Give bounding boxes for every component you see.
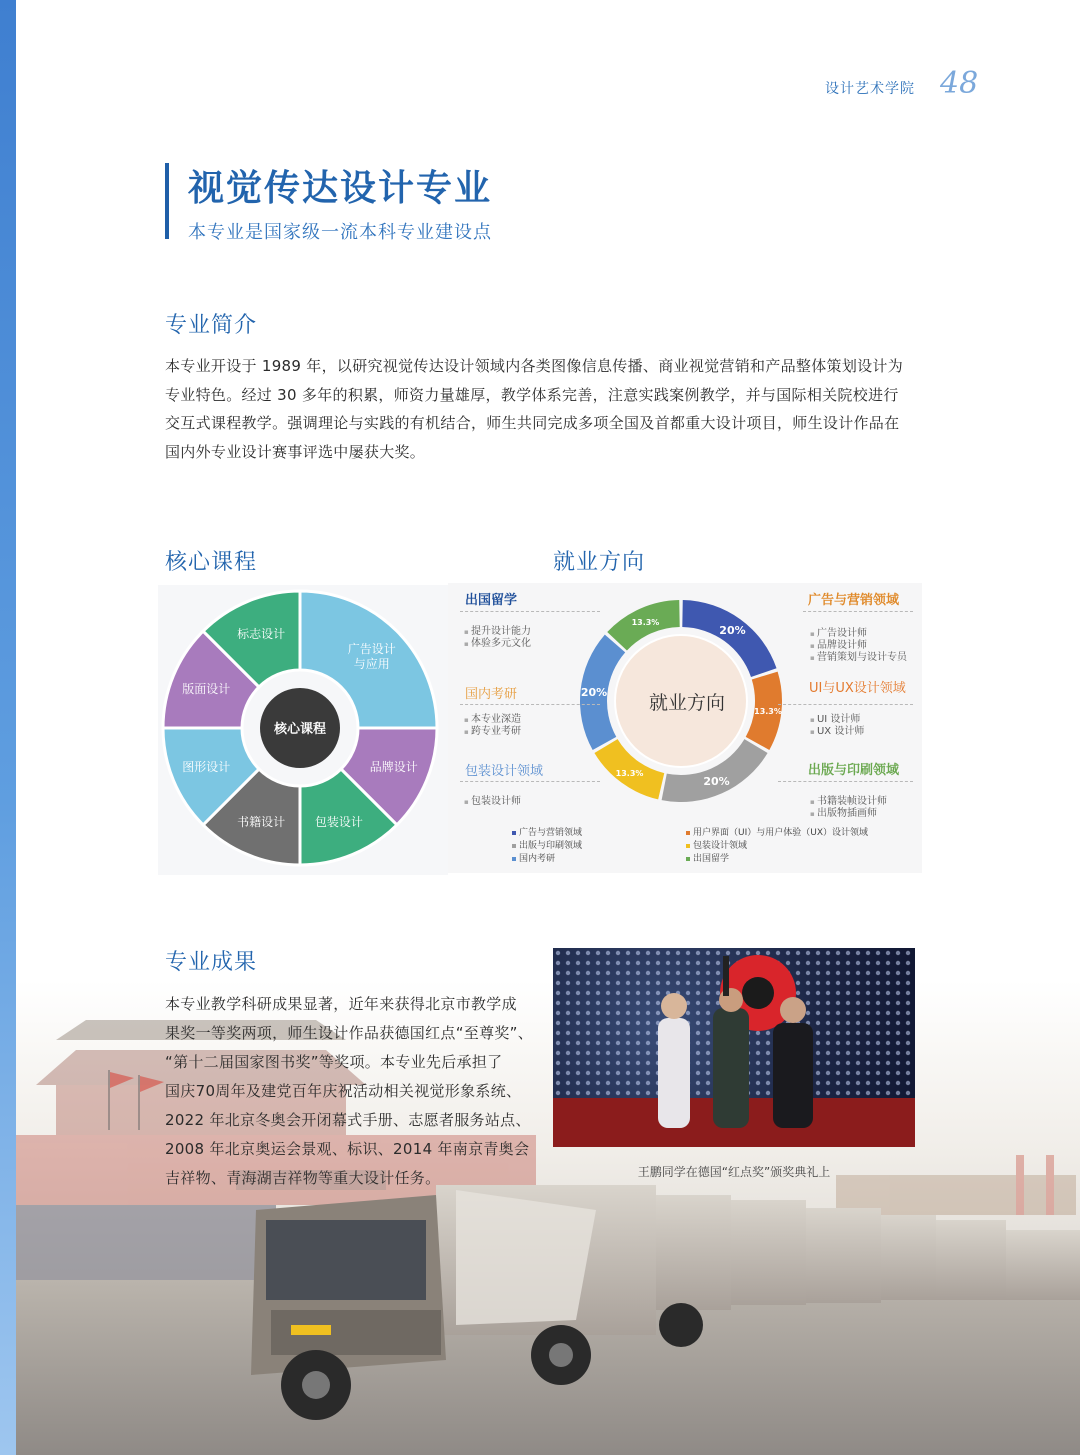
legend-swatch — [686, 844, 690, 848]
chart-legend-right — [686, 827, 868, 866]
list-item: ▪ 本专业深造 — [464, 714, 521, 726]
slice-percent-label: 13.3% — [754, 707, 782, 717]
achievement-line: 本专业教学科研成果显著，近年来获得北京市教学成 — [165, 995, 517, 1013]
legend-item: 包装设计领域 — [686, 840, 868, 853]
list-item: ▪ 广告设计师 — [810, 628, 907, 640]
core-courses-donut — [158, 585, 448, 875]
legend-swatch — [512, 844, 516, 848]
divider — [460, 781, 600, 782]
achievement-line: 2008 年北京奥运会景观、标识、2014 年南京青奥会 — [165, 1140, 530, 1158]
core-courses-diagram — [158, 585, 448, 875]
achievement-line: 吉祥物、青海湖吉祥物等重大设计任务。 — [165, 1169, 441, 1187]
core-heading: 核心课程 — [165, 550, 258, 575]
course-label: 图形设计 — [182, 759, 231, 774]
list-item: ▪ 品牌设计师 — [810, 640, 907, 652]
course-label: 书籍设计 — [237, 814, 286, 829]
legend-item: 出国留学 — [686, 853, 868, 866]
legend-swatch — [686, 831, 690, 835]
group-title-postgrad: 国内考研 — [465, 687, 518, 702]
divider — [778, 781, 913, 782]
group-list-publishing — [810, 796, 887, 820]
group-list-packaging — [464, 796, 521, 808]
intro-line: 交互式课程教学。强调理论与实践的有机结合，师生共同完成多项全国及首都重大设计项目，师生设计作品在 — [165, 414, 900, 432]
title-accent-rule — [165, 163, 169, 239]
course-label: 品牌设计 — [369, 759, 418, 774]
course-label: 广告设计与应用 — [347, 642, 396, 672]
achievements-heading: 专业成果 — [165, 950, 258, 975]
intro-line: 国内外专业设计赛事评选中屡获大奖。 — [165, 442, 426, 461]
list-item: ▪ 提升设计能力 — [464, 626, 531, 638]
legend-swatch — [512, 857, 516, 861]
intro-heading: 专业简介 — [165, 313, 258, 338]
group-list-postgrad — [464, 714, 521, 738]
slice-percent-label: 20% — [580, 685, 608, 699]
group-list-abroad — [464, 626, 531, 650]
list-item: ▪ 包装设计师 — [464, 796, 521, 808]
intro-paragraph — [165, 352, 925, 466]
legend-item: 国内考研 — [512, 853, 582, 866]
employment-heading: 就业方向 — [553, 550, 646, 575]
page-number: 48 — [940, 66, 979, 101]
group-list-uiux — [810, 714, 864, 738]
core-center-label: 核心课程 — [273, 722, 327, 737]
divider — [460, 611, 600, 612]
achievements-paragraph — [165, 990, 545, 1193]
legend-swatch — [512, 831, 516, 835]
divider — [460, 704, 600, 705]
achievement-line: “第十二届国家图书奖”等奖项。本专业先后承担了 — [165, 1053, 503, 1071]
legend-item: 广告与营销领域 — [512, 827, 582, 840]
award-ceremony-photo — [553, 948, 915, 1147]
legend-swatch — [686, 857, 690, 861]
list-item: ▪ UX 设计师 — [810, 726, 864, 738]
intro-line: 本专业开设于 1989 年，以研究视觉传达设计领域内各类图像信息传播、商业视觉营销和产品整体策划设计为 — [165, 357, 904, 375]
photo-caption: 王鹏同学在德国“红点奖”颁奖典礼上 — [637, 1165, 831, 1179]
list-item: ▪ 跨专业考研 — [464, 726, 521, 738]
legend-item: 出版与印刷领域 — [512, 840, 582, 853]
divider — [803, 611, 913, 612]
list-item: ▪ 营销策划与设计专员 — [810, 652, 907, 664]
intro-line: 专业特色。经过 30 多年的积累，师资力量雄厚，教学体系完善，注意实践案例教学，并与国际相关院校进行 — [165, 385, 899, 404]
slice-percent-label: 20% — [719, 624, 746, 638]
slice-percent-label: 13.3% — [615, 768, 644, 778]
chart-legend-left — [512, 827, 582, 866]
divider — [778, 704, 913, 705]
list-item: ▪ 体验多元文化 — [464, 638, 531, 650]
course-label: 标志设计 — [237, 627, 286, 642]
award-photo-illustration — [553, 948, 915, 1147]
page-subtitle: 本专业是国家级一流本科专业建设点 — [188, 222, 492, 243]
list-item: ▪ 书籍装帧设计师 — [810, 796, 887, 808]
group-list-advertising — [810, 628, 907, 664]
group-title-uiux: UI与UX设计领域 — [809, 681, 906, 696]
slice-percent-label: 13.3% — [631, 618, 660, 628]
left-edge-bar — [0, 0, 16, 1455]
group-title-abroad: 出国留学 — [465, 593, 518, 608]
group-title-advertising: 广告与营销领域 — [808, 593, 900, 608]
slice-percent-label: 20% — [703, 774, 730, 788]
employment-center-label: 就业方向 — [648, 692, 726, 714]
list-item: ▪ UI 设计师 — [810, 714, 864, 726]
achievement-line: 果奖一等奖两项，师生设计作品获德国红点“至尊奖”、 — [165, 1024, 534, 1042]
legend-item: 用户界面（UI）与用户体验（UX）设计领域 — [686, 827, 868, 840]
group-title-publishing: 出版与印刷领域 — [808, 763, 900, 778]
course-label: 包装设计 — [314, 814, 363, 829]
employment-panel — [448, 583, 922, 873]
page-title: 视觉传达设计专业 — [188, 168, 493, 209]
achievement-line: 国庆70周年及建党百年庆祝活动相关视觉形象系统、 — [165, 1082, 522, 1100]
course-label: 版面设计 — [182, 682, 231, 697]
group-title-packaging: 包装设计领域 — [465, 764, 544, 779]
header-section-name: 设计艺术学院 — [825, 81, 915, 97]
achievement-line: 2022 年北京冬奥会开闭幕式手册、志愿者服务站点、 — [165, 1111, 531, 1129]
list-item: ▪ 出版物插画师 — [810, 808, 887, 820]
